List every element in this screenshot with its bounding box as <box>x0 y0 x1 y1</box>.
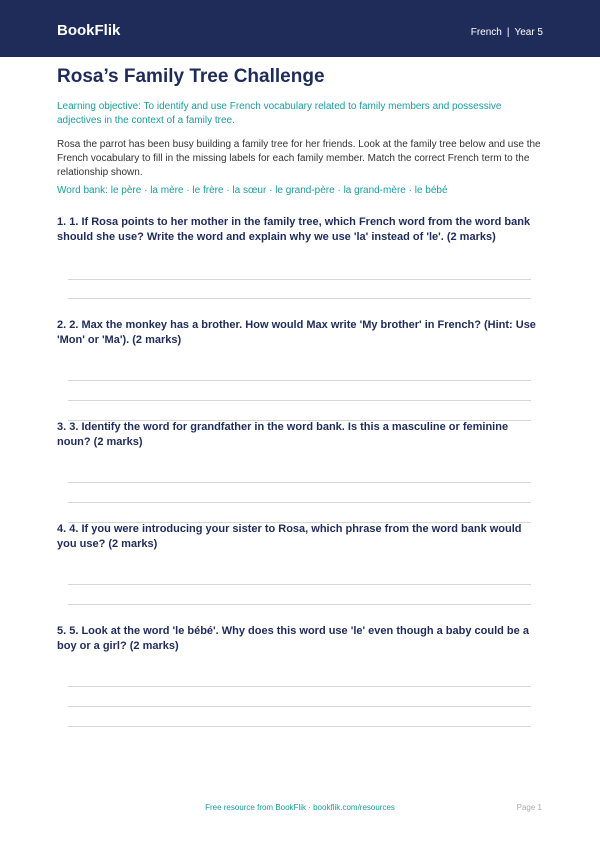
page-header <box>0 0 600 57</box>
answer-line[interactable] <box>68 604 531 605</box>
subject-year-label <box>471 27 543 38</box>
year-label: Year 5 <box>514 27 543 38</box>
brand-logo-text: BookFlik <box>57 22 121 39</box>
answer-line[interactable] <box>68 400 531 401</box>
header-separator: | <box>506 27 510 38</box>
question-2: 2. 2. Max the monkey has a brother. How would Max write 'My brother' in French? (Hint: Use 'Mon' or 'Ma'). (2 marks) <box>57 319 536 346</box>
answer-line[interactable] <box>68 706 531 707</box>
question-4: 4. 4. If you were introducing your sister to Rosa, which phrase from the word bank would you use? (2 marks) <box>57 523 522 550</box>
intro-paragraph: Rosa the parrot has been busy building a family tree for her friends. Look at the family tree below and use the French vocabulary to fill in the missing labels for each family member. Match the correct French term to the relationship shown. <box>57 139 541 178</box>
word-bank: Word bank: le père · la mère · le frère · la sœur · le grand-père · la grand-mère · le bébé <box>57 185 448 196</box>
answer-line[interactable] <box>68 726 531 727</box>
question-3: 3. 3. Identify the word for grandfather in the word bank. Is this a masculine or feminine noun? (2 marks) <box>57 421 509 448</box>
question-5: 5. 5. Look at the word 'le bébé'. Why does this word use 'le' even though a baby could be a boy or a girl? (2 marks) <box>57 625 529 652</box>
answer-line[interactable] <box>68 279 531 280</box>
answer-line[interactable] <box>68 380 531 381</box>
footer-text: Free resource from BookFlik · bookflik.com/resources <box>205 803 395 812</box>
answer-line[interactable] <box>68 502 531 503</box>
answer-line[interactable] <box>68 686 531 687</box>
question-1: 1. 1. If Rosa points to her mother in the family tree, which French word from the word bank should she use? Write the word and explain why we use 'la' instead of 'le'. (2 marks) <box>57 216 531 243</box>
subject-label: French <box>470 27 502 38</box>
answer-line[interactable] <box>68 482 531 483</box>
worksheet-title: Rosa’s Family Tree Challenge <box>57 66 325 87</box>
learning-objective: Learning objective: To identify and use French vocabulary related to family members and possessive adjectives in the context of a family tree. <box>57 101 502 126</box>
page-number: Page 1 <box>516 803 542 812</box>
answer-line[interactable] <box>68 584 531 585</box>
answer-line[interactable] <box>68 298 531 299</box>
